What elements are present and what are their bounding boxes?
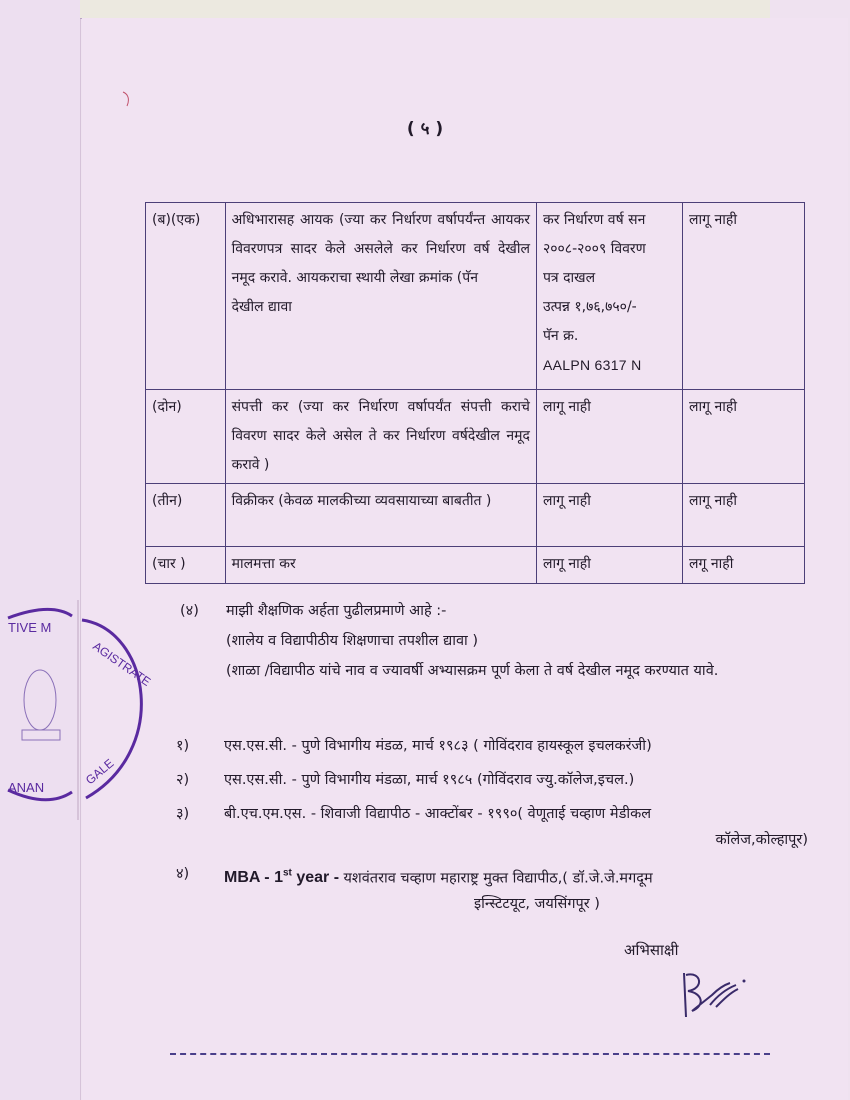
row-label: (दोन): [146, 390, 226, 484]
row-value-2: लागू नाही: [683, 484, 805, 547]
item-text: एस.एस.सी. - पुणे विभागीय मंडळा, मार्च १९८५ (गोविंदराव ज्यु.कॉलेज,इचल.): [224, 772, 635, 788]
degree-prefix: MBA - 1: [224, 869, 283, 887]
item-text: एस.एस.सी. - पुणे विभागीय मंडळ, मार्च १९८३ ( गोविंदराव हायस्कूल इचलकरंजी): [224, 738, 652, 754]
row-description: [225, 203, 536, 390]
table-row: [146, 390, 805, 484]
item-text: यशवंतराव चव्हाण महाराष्ट्र मुक्त विद्यापीठ,( डॉ.जे.जे.मगदूम: [343, 870, 653, 887]
description-extra: देखील द्यावा: [231, 299, 292, 315]
degree-suffix: year -: [291, 869, 344, 887]
top-paper-strip: [80, 0, 770, 19]
row-description: विक्रीकर (केवळ मालकीच्या व्यवसायाच्या बाबतीत ): [225, 484, 536, 547]
row-value-1: लागू नाही: [536, 547, 682, 584]
row-value-1: लागू नाही: [536, 484, 682, 547]
table-row: [146, 484, 805, 547]
magistrate-seal-stamp: [0, 600, 170, 820]
section-number: (४): [180, 603, 199, 619]
paper-hole-mark: [120, 90, 134, 108]
table-row: [146, 547, 805, 584]
row-label: (तीन): [146, 484, 226, 547]
item-body: [224, 861, 816, 917]
item-number: ४): [176, 866, 190, 882]
tax-details-table: [145, 202, 805, 584]
svg-text:ANAN: ANAN: [8, 780, 45, 795]
page-number: ( ५ ): [406, 119, 444, 139]
education-list: [176, 733, 816, 925]
degree-label: [224, 869, 343, 886]
svg-text:GALE: GALE: [82, 755, 117, 788]
row-value-2: लागू नाही: [683, 203, 805, 390]
dashed-divider: [170, 1053, 770, 1055]
table-row: [146, 203, 805, 390]
item-text-continued: कॉलेज,कोल्हापूर): [715, 832, 808, 848]
item-body: [224, 801, 816, 853]
list-item: [176, 801, 816, 853]
section-note: (शालेय व विद्यापीठीय शिक्षणाचा तपशील द्यावा ): [226, 633, 479, 649]
section-heading: माझी शैक्षणिक अर्हता पुढीलप्रमाणे आहे :-: [226, 603, 447, 619]
svg-text:AGISTRATE: AGISTRATE: [90, 638, 154, 689]
row-description: मालमत्ता कर: [225, 547, 536, 584]
degree-superscript: st: [282, 868, 292, 879]
underlying-page-edge: [0, 0, 81, 1100]
value-line: उत्पन्न १,७६,७५०/-: [542, 299, 637, 315]
item-number: ३): [176, 806, 190, 822]
row-value-2: लगू नाही: [683, 547, 805, 584]
section-note: (शाळा /विद्यापीठ यांचे नाव व ज्यावर्षी अभ्यासक्रम पूर्ण केला ते वर्ष देखील नमूद करण्यात यावे.: [226, 663, 719, 679]
svg-text:TIVE M: TIVE M: [8, 620, 52, 635]
row-value-1: [536, 203, 682, 390]
row-value-1: लागू नाही: [536, 390, 682, 484]
pan-number: AALPN 6317 N: [542, 357, 642, 373]
row-description: संपत्ती कर (ज्या कर निर्धारण वर्षापर्यंत संपत्ती कराचे विवरण सादर केले असेल ते कर निर्धारण वर्षदेखील नमूद करावे ): [225, 390, 536, 484]
value-line: पत्र दाखल: [542, 270, 596, 286]
list-item: [176, 861, 816, 917]
row-label: (चार ): [146, 547, 226, 584]
list-item: [176, 733, 816, 759]
description-text: अधिभारासह आयक (ज्या कर निर्धारण वर्षापर्यंन्त आयकर विवरणपत्र सादर केले असलेले कर निर्धारण वर्ष देखील नमूद करावे. आयकराचा स्थायी लेखा क्रमांक (पॅन: [231, 212, 530, 286]
row-label: (ब)(एक): [146, 203, 226, 390]
item-number: १): [176, 738, 190, 754]
education-section-header: [180, 596, 820, 686]
item-text-continued: इन्स्टिटयूट, जयसिंगपूर ): [474, 896, 600, 913]
value-line: २००८-२००९ विवरण: [542, 241, 646, 257]
item-number: २): [176, 772, 190, 788]
value-line: कर निर्धारण वर्ष सन: [542, 212, 646, 228]
value-line: पॅन क्र.: [542, 328, 579, 344]
item-text: बी.एच.एम.एस. - शिवाजी विद्यापीठ - आक्टोंबर - १९९०( वेणूताई चव्हाण मेडीकल: [224, 806, 652, 822]
signature-image: [672, 965, 752, 1025]
witness-label: अभिसाक्षी: [624, 941, 679, 959]
row-value-2: लागू नाही: [683, 390, 805, 484]
list-item: [176, 767, 816, 793]
